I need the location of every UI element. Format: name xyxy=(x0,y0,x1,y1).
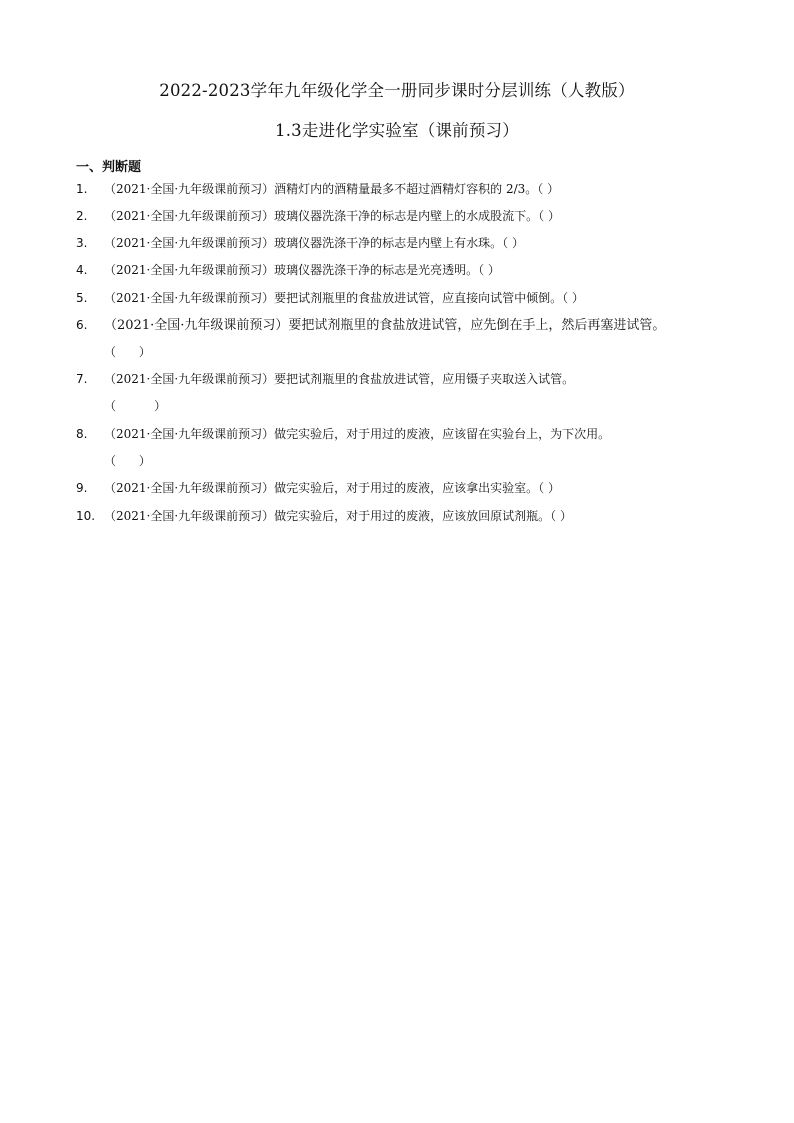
question-text: （2021·全国·九年级课前预习）要把试剂瓶里的食盐放进试管，应直接向试管中倾倒。（ ） xyxy=(104,291,584,305)
answer-blank: （ ） xyxy=(104,399,167,413)
question-text: （2021·全国·九年级课前预习）做完实验后，对于用过的废液，应该放回原试剂瓶。（ ） xyxy=(104,509,572,523)
question-number: 6. xyxy=(76,318,88,332)
answer-blank: （ ） xyxy=(104,345,151,359)
question-number: 2. xyxy=(76,209,88,223)
question-text: （2021·全国·九年级课前预习）做完实验后，对于用过的废液，应该拿出实验室。（ ） xyxy=(104,481,560,495)
question-number: 7. xyxy=(76,372,88,386)
question-number: 3. xyxy=(76,236,88,250)
section-heading: 一、判断题 xyxy=(76,160,142,175)
answer-blank: （ ） xyxy=(104,454,151,468)
question-number: 5. xyxy=(76,291,88,305)
question-number: 8. xyxy=(76,427,88,441)
question-text: （2021·全国·九年级课前预习）玻璃仪器洗涤干净的标志是内壁上的水成股流下。（ ） xyxy=(104,209,560,223)
question-text: （2021·全国·九年级课前预习）酒精灯内的酒精量最多不超过酒精灯容积的 2/3。（ ） xyxy=(104,182,560,196)
question-number: 10. xyxy=(76,509,96,523)
question-text: （2021·全国·九年级课前预习）做完实验后，对于用过的废液，应该留在实验台上，为下次用。 xyxy=(104,427,611,441)
document-subtitle: 1.3走进化学实验室（课前预习） xyxy=(275,121,519,140)
question-text: （2021·全国·九年级课前预习）要把试剂瓶里的食盐放进试管，应用镊子夹取送入试管。 xyxy=(104,372,575,386)
question-number: 9. xyxy=(76,481,88,495)
question-text: （2021·全国·九年级课前预习）玻璃仪器洗涤干净的标志是内壁上有水珠。（ ） xyxy=(104,236,524,250)
question-text: （2021·全国·九年级课前预习）玻璃仪器洗涤干净的标志是光亮透明。（ ） xyxy=(104,263,500,277)
document-title: 2022-2023学年九年级化学全一册同步课时分层训练（人教版） xyxy=(159,81,635,100)
question-text: （2021·全国·九年级课前预习）要把试剂瓶里的食盐放进试管，应先倒在手上，然后再塞进试管。 xyxy=(104,318,666,333)
question-number: 4. xyxy=(76,263,88,277)
question-number: 1. xyxy=(76,182,88,196)
